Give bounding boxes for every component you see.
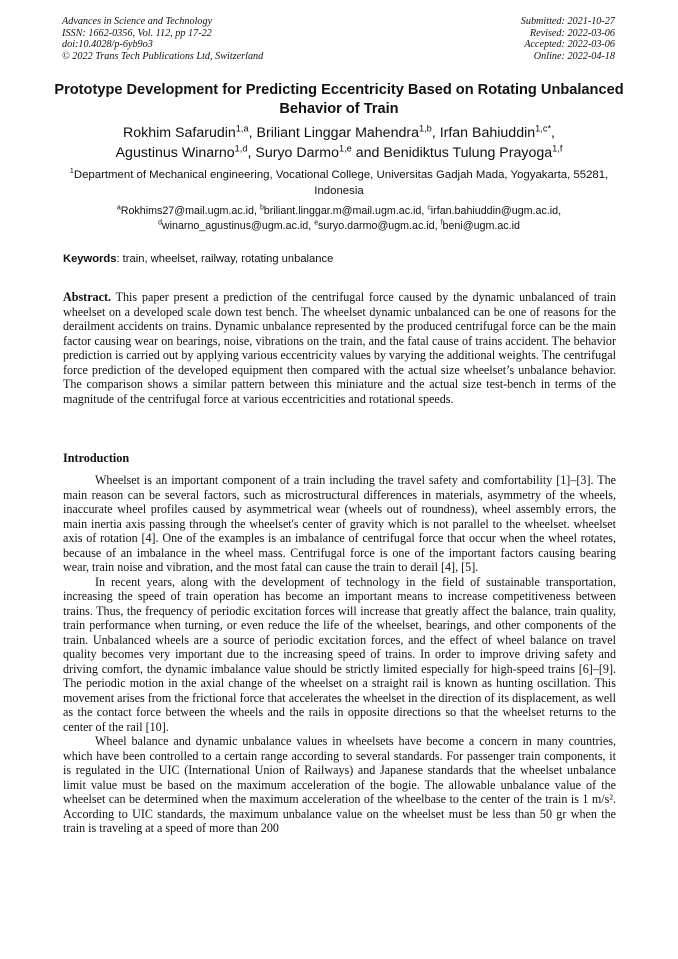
keywords-label: Keywords <box>63 253 117 265</box>
affiliation: $^1$Department of Mechanical engineering, Vocational College, Universitas Gadjah Mada, Yogyakarta, 55281, Indonesia <box>69 166 609 197</box>
abstract <box>63 290 616 406</box>
journal-name: Advances in Science and Technology <box>62 16 213 27</box>
section-heading-introduction: Introduction <box>63 451 130 465</box>
paragraph: Wheel balance and dynamic unbalance values in wheelsets have become a concern in many countries, which have been controlled to a certain range according to several standards. For passenger train components, it is regulated in the UIC (International Union of Railways) and Japanese standards that the wheelset unbalance limit value must be based on the maximum acceleration of the bogie. The allowable unbalance value of the wheelset can be determined when the maximum acceleration of the wheelbase to the center of the train is 1 m/s². According to UIC standards, the maximum unbalance value on the wheelset must be less than 50 gr when the train is traveling at a speed of more than 200 <box>63 734 616 835</box>
keywords-text: : train, wheelset, railway, rotating unbalance <box>116 253 334 265</box>
author: Suryo Darmo$^{1,e}$ <box>255 143 352 161</box>
paragraph: Wheelset is an important component of a train including the travel safety and comfortability [1]–[3]. The main reason can be several factors, such as microstructural differences in materials, asymmetry of the wheels, inaccurate wheel profiles caused by asymmetrical wear (wheels out of roundness), wheel assembly errors, the main inertia axis passing through the wheelset's center of gravity which is not parallel to the wheelset. wheelset axis of rotation [4]. One of the examples is an imbalance of centrifugal force that occur when the wheel rotates, because of an imbalance in the wheel mass. Centrifugal force is one of the important factors causing bearing wear, train noise and vibration, and the most fatal can cause the train to derail [4], [5]. <box>63 473 616 574</box>
author: Irfan Bahiuddin$^{1,c*}$ <box>439 123 552 141</box>
author: Rokhim Safarudin$^{1,a}$ <box>123 123 249 141</box>
introduction-body <box>63 473 616 836</box>
journal-header <box>62 16 362 62</box>
date-submitted: Submitted: 2021-10-27 <box>520 16 615 27</box>
email[interactable]: $^e$suryo.darmo@ugm.ac.id <box>314 218 435 232</box>
author: Agustinus Winarno$^{1,d}$ <box>115 143 248 161</box>
email[interactable]: $^a$Rokhims27@mail.ugm.ac.id <box>116 204 254 217</box>
author: Briliant Linggar Mahendra$^{1,b}$ <box>256 123 432 141</box>
email[interactable]: $^f$beni@ugm.ac.id <box>440 218 520 232</box>
date-revised: Revised: 2022-03-06 <box>529 27 615 39</box>
date-accepted: Accepted: 2022-03-06 <box>524 39 615 50</box>
email[interactable]: $^b$briliant.linggar.m@mail.ugm.ac.id <box>259 204 422 217</box>
abstract-label: Abstract. <box>63 290 112 304</box>
paper-title: Prototype Development for Predicting Eccentricity Based on Rotating Unbalanced Behavior of Train <box>54 82 624 117</box>
author: Benidiktus Tulung Prayoga$^{1,f}$ <box>383 143 563 161</box>
email[interactable]: $^c$irfan.bahiuddin@ugm.ac.id <box>427 204 559 217</box>
date-online: Online: 2022-04-18 <box>533 50 615 62</box>
email-list: $^a$Rokhims27@mail.ugm.ac.id, $^b$briliant.linggar.m@mail.ugm.ac.id, $^c$irfan.bahiuddin@ugm.ac.id, $^d$winarno_agustinus@ugm.ac.id, $^e$suryo.darmo@ugm.ac.id, $^f$beni@ugm.ac.id <box>116 204 562 232</box>
journal-issn: ISSN: 1662-0356, Vol. 112, pp 17-22 <box>62 27 212 39</box>
email[interactable]: $^d$winarno_agustinus@ugm.ac.id <box>158 218 309 232</box>
publication-dates <box>355 16 615 62</box>
journal-doi: doi:10.4028/p-6yb9o3 <box>62 39 153 50</box>
journal-copyright: © 2022 Trans Tech Publications Ltd, Switzerland <box>62 50 264 62</box>
paragraph: In recent years, along with the development of technology in the field of sustainable transportation, increasing the speed of train operation has become an important means to increase competitiveness between trains. Thus, the frequency of periodic excitation forces will increase that greatly affect the balance, train quality, train performance when turning, or even reduce the life of the wheelset, bearings, and other components of the train. Unbalanced wheels are a source of periodic excitation forces, and the effect of wheel balance on travel quality becomes very important due to the increasing speed of trains. In order to improve driving safety and driving comfort, the dynamic imbalance value should be strictly limited especially for high-speed trains [6]–[9]. The periodic motion in the axial change of the wheelset on a straight rail is known as hunting oscillation. This movement arises from the frictional force that accelerates the wheelset in the direction of its displacement, as well as the contact force between the wheels and the rails in opposite directions so that the wheelset returns to the center of the rail [10]. <box>63 574 616 734</box>
author-list: Rokhim Safarudin$^{1,a}$, Briliant Linggar Mahendra$^{1,b}$, Irfan Bahiuddin$^{1,c*}$, Agustinus Winarno$^{1,d}$, Suryo Darmo$^{1,e}$ and Benidiktus Tulung Prayoga$^{1,f}$ <box>115 123 563 161</box>
keywords <box>63 252 616 266</box>
abstract-text: This paper present a prediction of the centrifugal force caused by the dynamic unbalanced of train wheelset on a developed scale down test bench. The wheelset dynamic unbalanced can be one of reasons for the derailment accidents on trains. Dynamic unbalance represented by the produced centrifugal force can be the main factor causing wear on bearings, noise, vibrations on the train, and the fatal cause of trains accident. The behavior prediction is carried out by applying various eccentricity values by varying the additional weights. The centrifugal force prediction of the developed equipment then compared with the actual size wheelset’s unbalance behavior. The comparison shows a similar pattern between this miniature and the actual size test-bench in terms of the magnitude of the centrifugal force at various eccentricities and rotational speeds. <box>63 290 616 406</box>
